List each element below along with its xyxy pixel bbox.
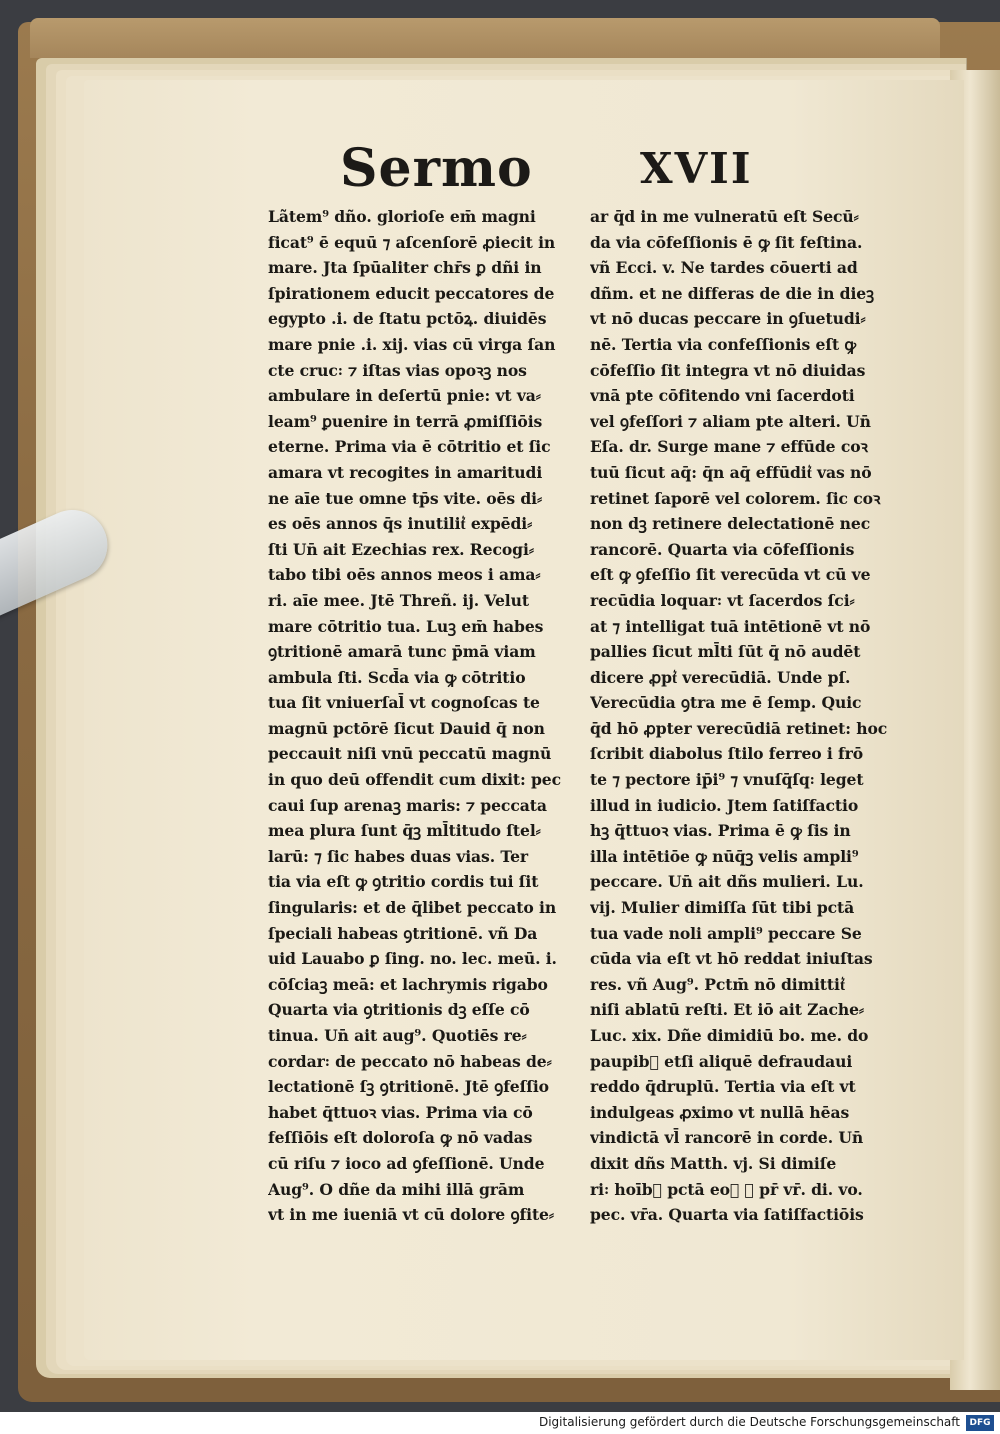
- text-line: tinua. Un̄ ait aug⁹. Quotiēs re⸗: [268, 1026, 527, 1045]
- text-line: ar q̄d in me vulneratū eſt Secū⸗: [590, 207, 859, 226]
- text-line: habet q̄ttuoꝛ vias. Prima via cō: [268, 1102, 533, 1122]
- text-line: ambula ſti. Scd̄a via ꝙ cōtritio: [268, 667, 526, 687]
- text-line: peccare. Un̄ ait dñs mulieri. Lu.: [590, 872, 864, 892]
- text-line: dñm. et ne differas de die in dieꝫ: [590, 283, 874, 303]
- text-line: nē. Tertia via confeſſionis eſt ꝙ: [590, 334, 856, 354]
- text-line: mare cōtritio tua. Luꝫ em̄ habes: [268, 616, 544, 636]
- text-line: cōfeſſio ſit integra vt nō diuidas: [590, 360, 866, 380]
- text-line: ficat⁹ ē equū ⁊ aſcenſorē ꝓiecit in: [268, 232, 556, 252]
- text-column-right: [590, 204, 908, 1228]
- text-line: leam⁹ ꝑuenire in terrā ꝓmiſſiōis: [268, 411, 543, 431]
- text-line: dixit dñs Matth. vj. Si dimiſe: [590, 1153, 837, 1173]
- text-line: ꝯtritionē amarā tunc p̄mā viam: [268, 642, 536, 662]
- footer-bar: [0, 1412, 1000, 1434]
- text-line: cōſciaꝫ meā: et lachrymis rigabo: [268, 974, 548, 994]
- text-line: mare. Jta ſpūaliter chr̄s ꝑ dñi in: [268, 258, 542, 278]
- text-line: te ⁊ pectore ip̄i⁹ ⁊ vnuſq̄ſq꞉ leget: [590, 770, 864, 790]
- text-line: tabo tibi oēs annos meos i ama⸗: [268, 565, 541, 585]
- text-line: ambulare in deſertū pnie: vt va⸗: [268, 386, 541, 406]
- text-line: larū: ⁊ ſic habes duas vias. Ter: [268, 846, 529, 866]
- text-line: peccauit niſi vnū peccatū magnū: [268, 744, 552, 764]
- text-line: uid Lauabo ꝑ ſing. no. lec. meū. i.: [268, 949, 557, 969]
- text-line: vel ꝯfeſſori ⁊ aliam pte alteri. Un̄: [590, 411, 871, 431]
- text-line: Lãtem⁹ dño. glorioſe em̄ magni: [268, 207, 536, 226]
- text-line: feſſiōis eſt doloroſa ꝙ nō vadas: [268, 1128, 533, 1148]
- running-head: [340, 138, 780, 208]
- text-line: cūda via eſt vt hō reddat iniuſtas: [590, 949, 873, 969]
- text-line: ri꞉ hoīb᷑ pctā eoꝝ ⁊ pr̄ vr̄. di. vo.: [590, 1179, 863, 1199]
- text-line: tua vade noli ampli⁹ peccare Se: [590, 923, 862, 943]
- funding-credit: Digitalisierung gefördert durch die Deutsche Forschungsgemeinschaft: [538, 1415, 960, 1429]
- text-line: paupib᷑ etſi aliquē defraudaui: [590, 1051, 853, 1071]
- text-line: Verecūdia ꝯtra me ē ſemp. Quic: [590, 693, 862, 713]
- text-line: tia via eſt ꝙ ꝯtritio cordis tui ſit: [268, 872, 539, 892]
- text-line: pallies ſicut ml̄ti ſūt q̄ nō audēt: [590, 642, 861, 662]
- text-line: ſcribit diabolus ſtilo ferreo i frō: [590, 744, 864, 764]
- text-line: ne aīe tue omne tp̄s vite. oēs di⸗: [268, 488, 543, 508]
- text-line: vt nō ducas peccare in ꝯſuetudi⸗: [590, 309, 866, 329]
- book-cover-top: [30, 18, 940, 58]
- text-line: retinet ſaporē vel colorem. ſic coꝛ: [590, 488, 881, 508]
- text-line: non dꝫ retinere delectationē nec: [590, 514, 871, 534]
- text-line: niſi ablatū reſti. Et iō ait Zache⸗: [590, 1000, 865, 1020]
- text-line: cordar꞉ de peccato nō habeas de⸗: [268, 1051, 552, 1071]
- text-line: hꝫ q̄ttuoꝛ vias. Prima ē ꝙ ſis in: [590, 821, 851, 841]
- text-line: indulgeas ꝓximo vt nullā hēas: [590, 1102, 850, 1122]
- text-line: da via cōfeſſionis ē ꝙ ſit feſtina.: [590, 232, 863, 252]
- text-line: amara vt recogites in amaritudi: [268, 462, 543, 482]
- text-line: Aug⁹. O dñe da mihi illā grām: [268, 1179, 525, 1199]
- running-head-number: XVII: [640, 144, 753, 193]
- text-line: reddo q̄druplū. Tertia via eſt vt: [590, 1077, 856, 1097]
- text-line: Luc. xix. Dñe dimidiū bo. me. do: [590, 1026, 869, 1045]
- text-line: vt in me iueniā vt cū dolore ꝯfite⸗: [268, 1205, 554, 1225]
- text-line: dicere ꝓpt͛ verecūdiā. Unde pſ.: [590, 667, 851, 687]
- text-line: at ⁊ intelligat tuā intētionē vt nō: [590, 616, 871, 636]
- text-line: eſt ꝙ ꝯfeſſio ſit verecūda vt cū ve: [590, 565, 871, 585]
- text-line: illud in iudicio. Jtem ſatiſfactio: [590, 795, 859, 815]
- text-line: Eſa. dr. Surge mane ⁊ effūde coꝛ: [590, 437, 868, 457]
- text-line: mare pnie .i. xij. vias cū virga ſan: [268, 334, 556, 354]
- text-line: vindictā vl̄ rancorē in corde. Un̄: [590, 1128, 864, 1148]
- text-line: es oēs annos q̄s inutilit͛ expēdi⸗: [268, 514, 533, 534]
- text-line: ſpirationem educit peccatores de: [268, 283, 555, 303]
- text-line: ſingularis: et de q̄libet peccato in: [268, 898, 557, 918]
- text-line: ri. aīe mee. Jtē Threñ. ij. Velut: [268, 590, 529, 610]
- text-line: cte cruc꞉ ⁊ iſtas vias opoꝛꝫ nos: [268, 360, 527, 380]
- text-line: pec. vr̄a. Quarta via ſatiſfactiōis: [590, 1205, 864, 1225]
- text-column-left: [268, 204, 598, 1228]
- text-line: in quo deū offendit cum dixit: pec: [268, 770, 562, 790]
- text-line: mea plura ſunt q̄ꝫ ml̄titudo ſtel⸗: [268, 821, 541, 841]
- text-line: recūdia loquar꞉ vt ſacerdos ſci⸗: [590, 590, 855, 610]
- text-line: vij. Mulier dimiſſa ſūt tibi pctā: [590, 898, 855, 918]
- text-line: vnā pte cōfitendo vni ſacerdoti: [590, 386, 855, 406]
- text-line: cū riſu ⁊ ioco ad ꝯfeſſionē. Unde: [268, 1153, 545, 1173]
- text-line: ſti Un̄ ait Ezechias rex. Recogi⸗: [268, 539, 534, 559]
- text-line: illa intētiōe ꝙ nūq̄ꝫ velis ampli⁹: [590, 846, 859, 866]
- text-line: ſpeciali habeas ꝯtritionē. vñ Da: [268, 923, 538, 943]
- text-line: magnū pctōrē ſicut Dauid q̄ non: [268, 718, 545, 738]
- text-line: res. vñ Aug⁹. Pctm̄ nō dimittit͛: [590, 974, 845, 994]
- text-line: tua ſit vniuerſal̄ vt cognoſcas te: [268, 693, 540, 713]
- text-line: egypto .i. de ſtatu pctōꝝ. diuidēs: [268, 309, 547, 329]
- text-line: eterne. Prima via ē cōtritio et ſic: [268, 437, 551, 457]
- running-head-title: Sermo: [340, 138, 533, 199]
- text-line: q̄d hō ꝓpter verecūdiā retinet: hoc: [590, 718, 888, 738]
- text-line: tuū ſicut aq̄: q̄n aq̄ effūdit͛ vas nō: [590, 462, 872, 482]
- dfg-logo: DFG: [966, 1415, 994, 1431]
- text-line: lectationē ſꝫ ꝯtritionē. Jtē ꝯfeſſio: [268, 1077, 549, 1097]
- text-line: caui ſup arenaꝫ maris: ⁊ peccata: [268, 795, 547, 815]
- text-line: rancorē. Quarta via cōfeſſionis: [590, 539, 855, 559]
- text-line: Quarta via ꝯtritionis dꝫ eſſe cō: [268, 1000, 530, 1020]
- text-line: vñ Ecci. v. Ne tardes cōuerti ad: [590, 258, 858, 278]
